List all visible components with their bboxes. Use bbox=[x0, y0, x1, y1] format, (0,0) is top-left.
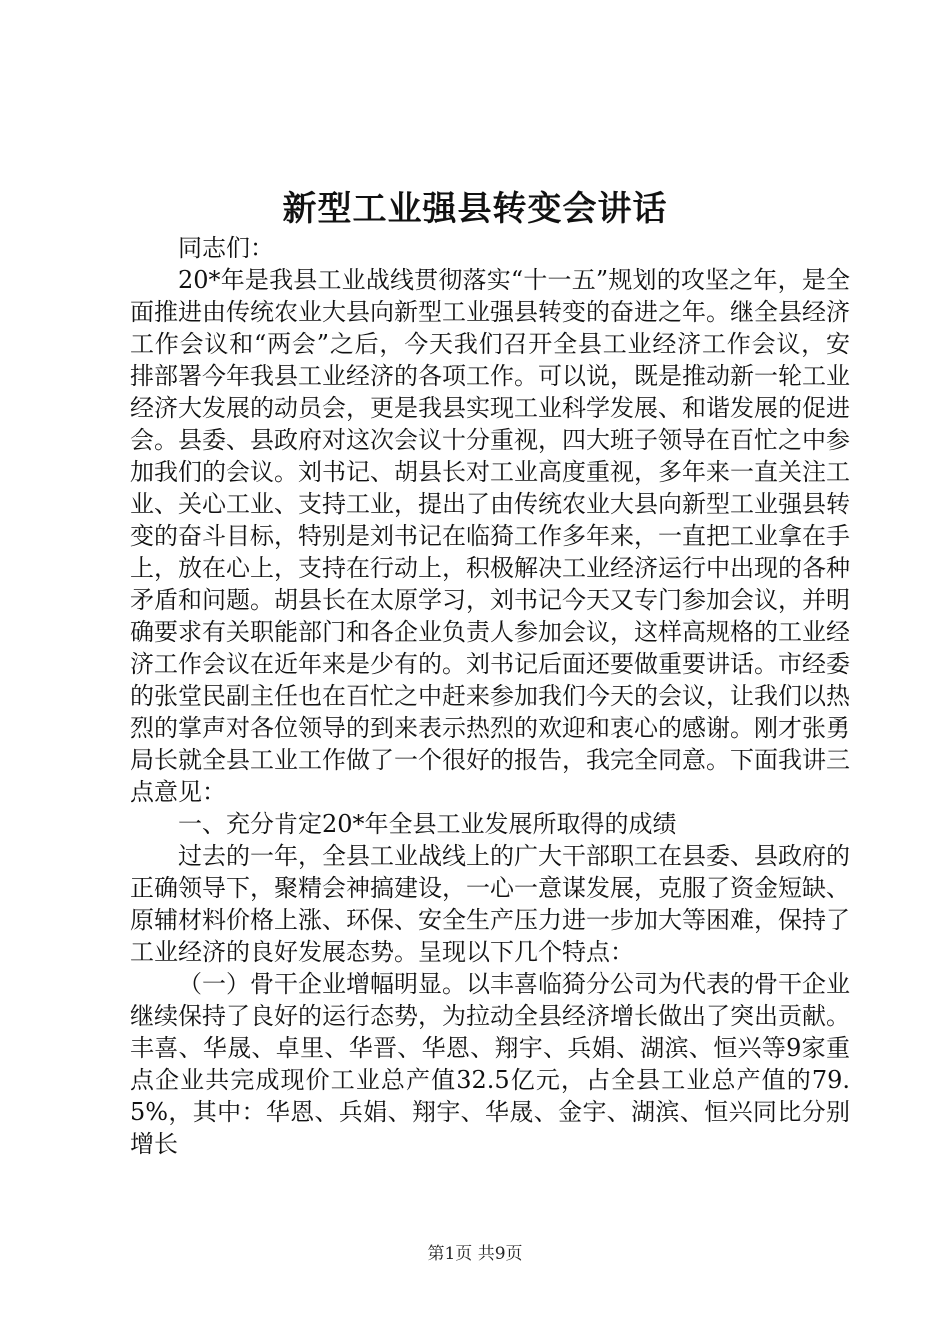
page-number: 第1页 共9页 bbox=[427, 1244, 523, 1264]
paragraph-review: 过去的一年，全县工业战线上的广大干部职工在县委、县政府的正确领导下，聚精会神搞建设，一心一意谋发展，克服了资金短缺、原辅材料价格上涨、环保、安全生产压力进一步加大等困难，保持了工业经济的良好发展态势。呈现以下几个特点： bbox=[130, 842, 850, 966]
document-body bbox=[130, 232, 850, 1160]
paragraph-intro: 20*年是我县工业战线贯彻落实“十一五”规划的攻坚之年，是全面推进由传统农业大县向新型工业强县转变的奋进之年。继全县经济工作会议和“两会”之后，今天我们召开全县工业经济工作会议，安排部署今年我县工业经济的各项工作。可以说，既是推动新一轮工业经济大发展的动员会，更是我县实现工业科学发展、和谐发展的促进会。县委、县政府对这次会议十分重视，四大班子领导在百忙之中参加我们的会议。刘书记、胡县长对工业高度重视，多年来一直关注工业、关心工业、支持工业，提出了由传统农业大县向新型工业强县转变的奋斗目标，特别是刘书记在临猗工作多年来，一直把工业拿在手上，放在心上，支持在行动上，积极解决工业经济运行中出现的各种矛盾和问题。胡县长在太原学习，刘书记今天又专门参加会议，并明确要求有关职能部门和各企业负责人参加会议，这样高规格的工业经济工作会议在近年来是少有的。刘书记后面还要做重要讲话。市经委的张堂民副主任也在百忙之中赶来参加我们今天的会议，让我们以热烈的掌声对各位领导的到来表示热烈的欢迎和衷心的感谢。刚才张勇局长就全县工业工作做了一个很好的报告，我完全同意。下面我讲三点意见： bbox=[130, 266, 850, 806]
document-title: 新型工业强县转变会讲话 bbox=[282, 189, 668, 229]
section-heading: 一、充分肯定20*年全县工业发展所取得的成绩 bbox=[178, 810, 677, 838]
salutation: 同志们： bbox=[178, 234, 274, 262]
paragraph-key-enterprises: （一）骨干企业增幅明显。以丰喜临猗分公司为代表的骨干企业继续保持了良好的运行态势，为拉动全县经济增长做出了突出贡献。丰喜、华晟、卓里、华晋、华恩、翔宇、兵娟、湖滨、恒兴等9家重点企业共完成现价工业总产值32.5亿元，占全县工业总产值的79.5%，其中：华恩、兵娟、翔宇、华晟、金宇、湖滨、恒兴同比分别增长 bbox=[130, 970, 850, 1158]
